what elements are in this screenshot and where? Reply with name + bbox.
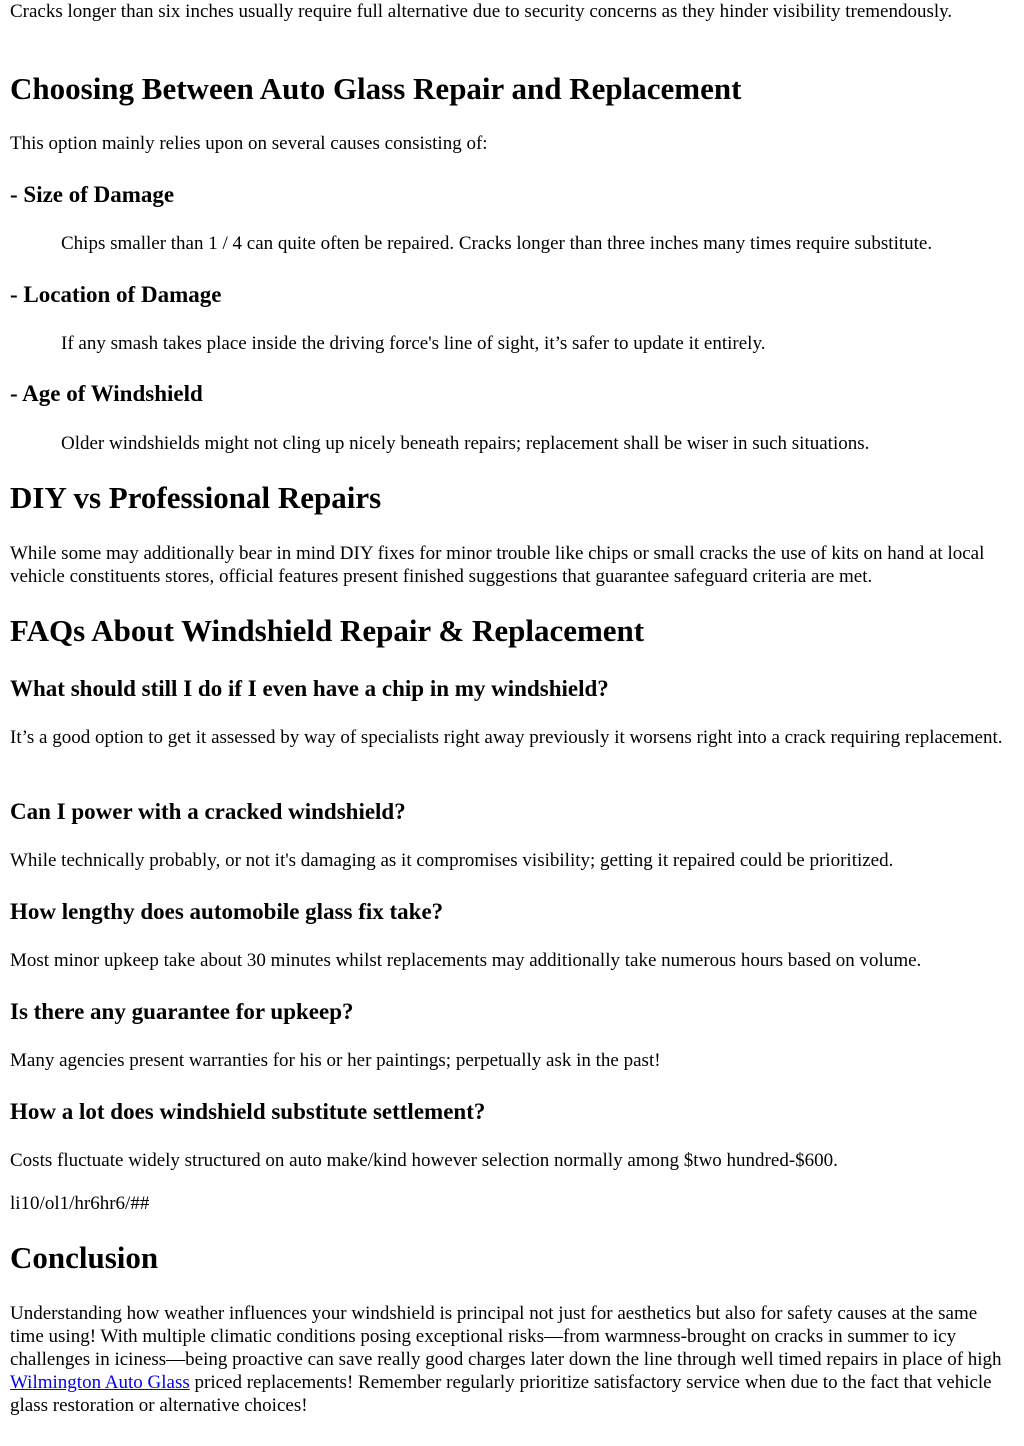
faq-question-guarantee: Is there any guarantee for upkeep? bbox=[10, 999, 354, 1024]
section-heading-conclusion: Conclusion bbox=[10, 1240, 159, 1275]
factor-detail-location: If any smash takes place inside the driving force's line of sight, it’s safer to update it entirely. bbox=[61, 333, 766, 354]
wilmington-auto-glass-link[interactable]: Wilmington Auto Glass bbox=[10, 1372, 190, 1393]
section-heading-diy: DIY vs Professional Repairs bbox=[10, 480, 382, 515]
faq-answer-duration: Most minor upkeep take about 30 minutes whilst replacements may additionally take numerous hours based on volume. bbox=[10, 950, 922, 971]
faq-answer-cost: Costs fluctuate widely structured on auto make/kind however selection normally among $two hundred-$600. bbox=[10, 1150, 838, 1171]
factor-title-location: - Location of Damage bbox=[10, 282, 222, 307]
faq-question-drive-cracked: Can I power with a cracked windshield? bbox=[10, 799, 406, 824]
factor-detail-size: Chips smaller than 1 / 4 can quite often be repaired. Cracks longer than three inches many times require substitute. bbox=[61, 233, 933, 254]
faq-question-chip: What should still I do if I even have a chip in my windshield? bbox=[10, 676, 609, 701]
faq-answer-drive-cracked: While technically probably, or not it's damaging as it compromises visibility; getting it repaired could be prioritized. bbox=[10, 850, 894, 871]
factor-title-age: - Age of Windshield bbox=[10, 381, 203, 406]
conclusion-text-after-link: priced replacements! Remember regularly prioritize satisfactory service when due to the fact that vehicle glass restoration or alternative choices! bbox=[10, 1372, 992, 1416]
section-heading-choosing: Choosing Between Auto Glass Repair and Replacement bbox=[10, 71, 742, 106]
diy-paragraph: While some may additionally bear in mind DIY fixes for minor trouble like chips or small cracks the use of kits on hand at local vehicle constituents stores, official features present finished suggestions that guarantee safeguard criteria are met. bbox=[10, 543, 985, 587]
factor-title-size: - Size of Damage bbox=[10, 182, 175, 207]
conclusion-text-before-link: Understanding how weather influences your windshield is principal not just for aesthetics but also for safety causes at the same time using! With multiple climatic conditions posing exceptional risks—from warmness-brought on cracks in summer to icy challenges in iciness—being proactive can save really good charges later down the line through well timed repairs in place of high bbox=[10, 1303, 1002, 1370]
stray-markup-text: li10/ol1/hr6hr6/## bbox=[10, 1193, 150, 1214]
factor-detail-age: Older windshields might not cling up nicely beneath repairs; replacement shall be wiser in such situations. bbox=[61, 433, 870, 454]
faq-answer-guarantee: Many agencies present warranties for his or her paintings; perpetually ask in the past! bbox=[10, 1050, 661, 1071]
faq-answer-chip: It’s a good option to get it assessed by way of specialists right away previously it worsens right into a crack requiring replacement. bbox=[10, 727, 1003, 748]
faq-question-cost: How a lot does windshield substitute settlement? bbox=[10, 1099, 486, 1124]
section-heading-faqs: FAQs About Windshield Repair & Replacement bbox=[10, 613, 645, 648]
conclusion-paragraph bbox=[10, 1302, 1014, 1417]
intro-paragraph: Cracks longer than six inches usually require full alternative due to security concerns as they hinder visibility tremendously. bbox=[10, 1, 953, 22]
faq-question-duration: How lengthy does automobile glass fix take? bbox=[10, 899, 444, 924]
choosing-lead-paragraph: This option mainly relies upon on several causes consisting of: bbox=[10, 133, 488, 154]
